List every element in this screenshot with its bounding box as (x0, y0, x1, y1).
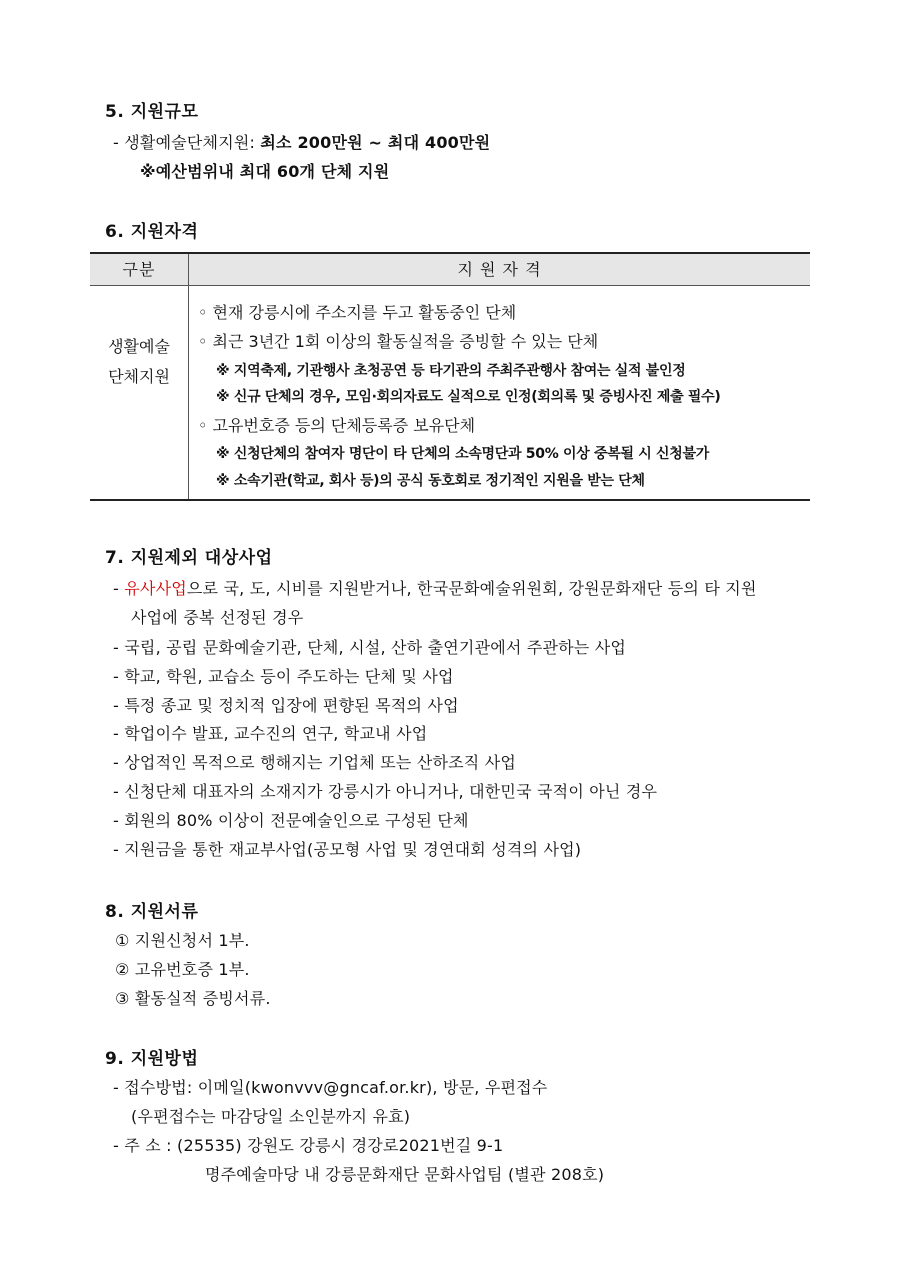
application-method-note: (우편접수는 마감당일 소인분까지 유효) (131, 1107, 411, 1126)
qualification-item: ◦ 최근 3년간 1회 이상의 활동실적을 증빙할 수 있는 단체 (198, 332, 599, 351)
category-line-2: 단체지원 (108, 367, 170, 386)
exclusion-item: - 상업적인 목적으로 행해지는 기업체 또는 산하조직 사업 (113, 753, 517, 772)
exclusion-item: - 신청단체 대표자의 소재지가 강릉시가 아니거나, 대한민국 국적이 아닌 경우 (113, 782, 658, 801)
table-category-cell (90, 332, 188, 392)
application-method: - 접수방법: 이메일(kwonvvv@gncaf.or.kr), 방문, 우편접수 (113, 1078, 548, 1097)
exclusion-item: - 학교, 학원, 교습소 등이 주도하는 단체 및 사업 (113, 667, 454, 686)
table-column-divider (188, 254, 189, 499)
exclusion-text: 으로 국, 도, 시비를 지원받거나, 한국문화예술위원회, 강원문화재단 등의 타 지원 (186, 579, 757, 598)
section-6-heading: 6. 지원자격 (105, 222, 199, 242)
exclusion-item: - 지원금을 통한 재교부사업(공모형 사업 및 경연대회 성격의 사업) (113, 840, 582, 859)
exclusion-item-continuation: 사업에 중복 선정된 경우 (131, 608, 304, 627)
qualification-table (90, 252, 810, 501)
section-7-heading: 7. 지원제외 대상사업 (105, 548, 273, 568)
exclusion-item: - 국립, 공립 문화예술기관, 단체, 시설, 산하 출연기관에서 주관하는 사업 (113, 638, 627, 657)
section-5-heading: 5. 지원규모 (105, 102, 199, 122)
table-header-qualification: 지 원 자 격 (457, 260, 542, 279)
exclusion-item (113, 576, 757, 599)
document-item: ③ 활동실적 증빙서류. (115, 989, 271, 1008)
qualification-item: ◦ 고유번호증 등의 단체등록증 보유단체 (198, 416, 476, 435)
similar-project-highlight: 유사사업 (124, 579, 187, 598)
table-header-category: 구분 (122, 260, 156, 279)
section-8-heading: 8. 지원서류 (105, 902, 199, 922)
support-scale-label: - 생활예술단체지원: (113, 133, 261, 152)
qualification-note: ※ 신규 단체의 경우, 모임·회의자료도 실적으로 인정(회의록 및 증빙사진 제출 필수) (216, 389, 721, 405)
exclusion-item: - 특정 종교 및 정치적 입장에 편향된 목적의 사업 (113, 696, 459, 715)
document-item: ① 지원신청서 1부. (115, 931, 250, 950)
qualification-note: ※ 신청단체의 참여자 명단이 타 단체의 소속명단과 50% 이상 중복될 시 신청불가 (216, 446, 709, 462)
support-scale-amount: 최소 200만원 ~ 최대 400만원 (260, 133, 491, 152)
document-item: ② 고유번호증 1부. (115, 960, 250, 979)
qualification-item: ◦ 현재 강릉시에 주소지를 두고 활동중인 단체 (198, 303, 517, 322)
qualification-note: ※ 지역축제, 기관행사 초청공연 등 타기관의 주최주관행사 참여는 실적 불인정 (216, 363, 686, 379)
address-line-continuation: 명주예술마당 내 강릉문화재단 문화사업팀 (별관 208호) (205, 1165, 605, 1184)
address-line: - 주 소 : (25535) 강원도 강릉시 경강로2021번길 9-1 (113, 1136, 504, 1155)
exclusion-item: - 회원의 80% 이상이 전문예술인으로 구성된 단체 (113, 811, 469, 830)
support-scale-line (113, 130, 490, 153)
qualification-note: ※ 소속기관(학교, 회사 등)의 공식 동호회로 정기적인 지원을 받는 단체 (216, 473, 645, 489)
category-line-1: 생활예술 (108, 337, 170, 356)
section-9-heading: 9. 지원방법 (105, 1049, 199, 1069)
support-scale-note: ※예산범위내 최대 60개 단체 지원 (140, 162, 390, 181)
exclusion-dash: - (113, 579, 125, 598)
exclusion-item: - 학업이수 발표, 교수진의 연구, 학교내 사업 (113, 724, 428, 743)
